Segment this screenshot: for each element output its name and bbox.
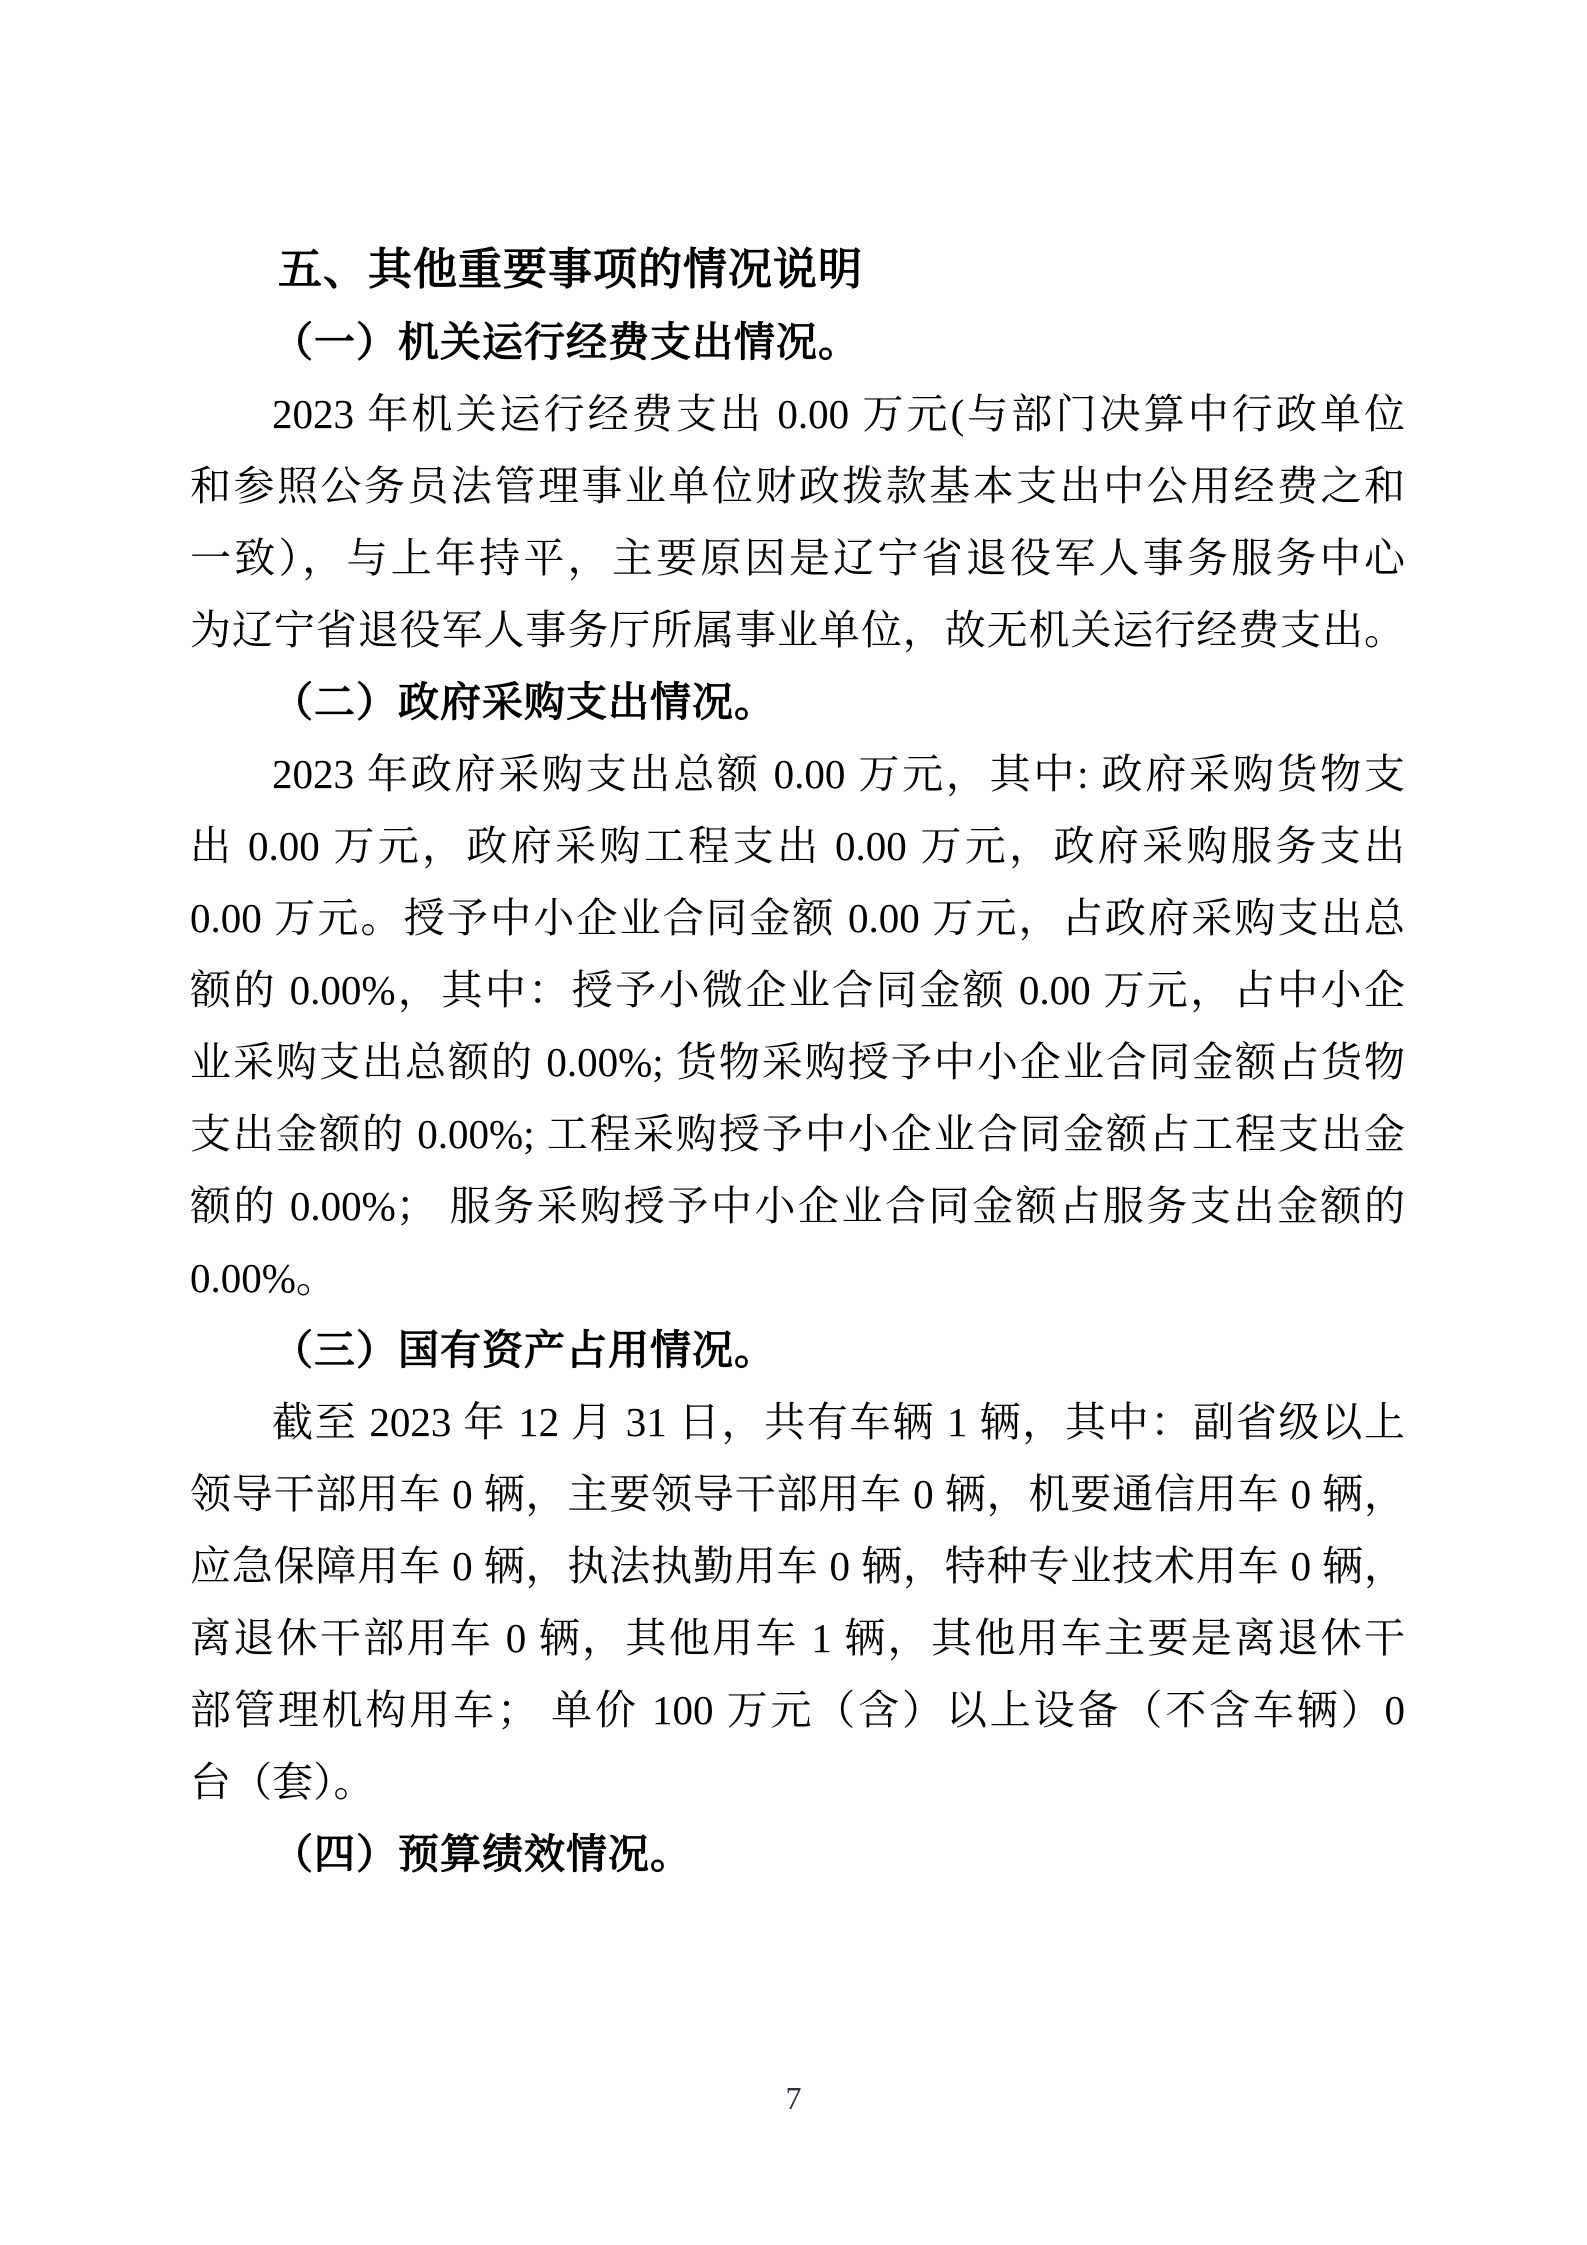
subsection-heading: （四）预算绩效情况。 — [272, 1831, 692, 1877]
text-line: 2023 年机关运行经费支出 0.00 万元(与部门决算中行政单位 — [272, 391, 1405, 437]
text-line: 0.00 万元。授予中小企业合同金额 0.00 万元，占政府采购支出总 — [190, 895, 1405, 941]
text-line: 业采购支出总额的 0.00%; 货物采购授予中小企业合同金额占货物 — [190, 1039, 1405, 1085]
subsection-heading: （二）政府采购支出情况。 — [272, 679, 776, 725]
text-line: 额的 0.00%，其中：授予小微企业合同金额 0.00 万元，占中小企 — [190, 967, 1405, 1013]
text-line: 一致），与上年持平，主要原因是辽宁省退役军人事务服务中心 — [190, 535, 1405, 581]
subsection-heading: （三）国有资产占用情况。 — [272, 1327, 776, 1373]
text-line: 台（套）。 — [190, 1759, 375, 1805]
text-line: 部管理机构用车； 单价 100 万元（含）以上设备（不含车辆）0 — [190, 1687, 1405, 1733]
section-heading: 五、其他重要事项的情况说明 — [278, 245, 863, 294]
text-line: 和参照公务员法管理事业单位财政拨款基本支出中公用经费之和 — [190, 463, 1405, 509]
text-line: 0.00%。 — [190, 1255, 337, 1301]
text-line: 额的 0.00%； 服务采购授予中小企业合同金额占服务支出金额的 — [190, 1183, 1405, 1229]
text-line: 领导干部用车 0 辆，主要领导干部用车 0 辆，机要通信用车 0 辆， — [190, 1471, 1405, 1517]
document-body — [190, 234, 1405, 1890]
text-line: 支出金额的 0.00%; 工程采购授予中小企业合同金额占工程支出金 — [190, 1111, 1405, 1157]
text-line: 截至 2023 年 12 月 31 日，共有车辆 1 辆，其中：副省级以上 — [272, 1399, 1405, 1445]
text-line: 2023 年政府采购支出总额 0.00 万元，其中: 政府采购货物支 — [272, 751, 1405, 797]
subsection-heading: （一）机关运行经费支出情况。 — [272, 319, 860, 365]
text-line: 离退休干部用车 0 辆，其他用车 1 辆，其他用车主要是离退休干 — [190, 1615, 1405, 1661]
text-line: 为辽宁省退役军人事务厅所属事业单位，故无机关运行经费支出。 — [190, 607, 1405, 653]
page-number: 7 — [785, 2080, 802, 2116]
text-line: 应急保障用车 0 辆，执法执勤用车 0 辆，特种专业技术用车 0 辆， — [190, 1543, 1405, 1589]
page-footer — [0, 2076, 1587, 2120]
text-line: 出 0.00 万元，政府采购工程支出 0.00 万元，政府采购服务支出 — [190, 823, 1405, 869]
